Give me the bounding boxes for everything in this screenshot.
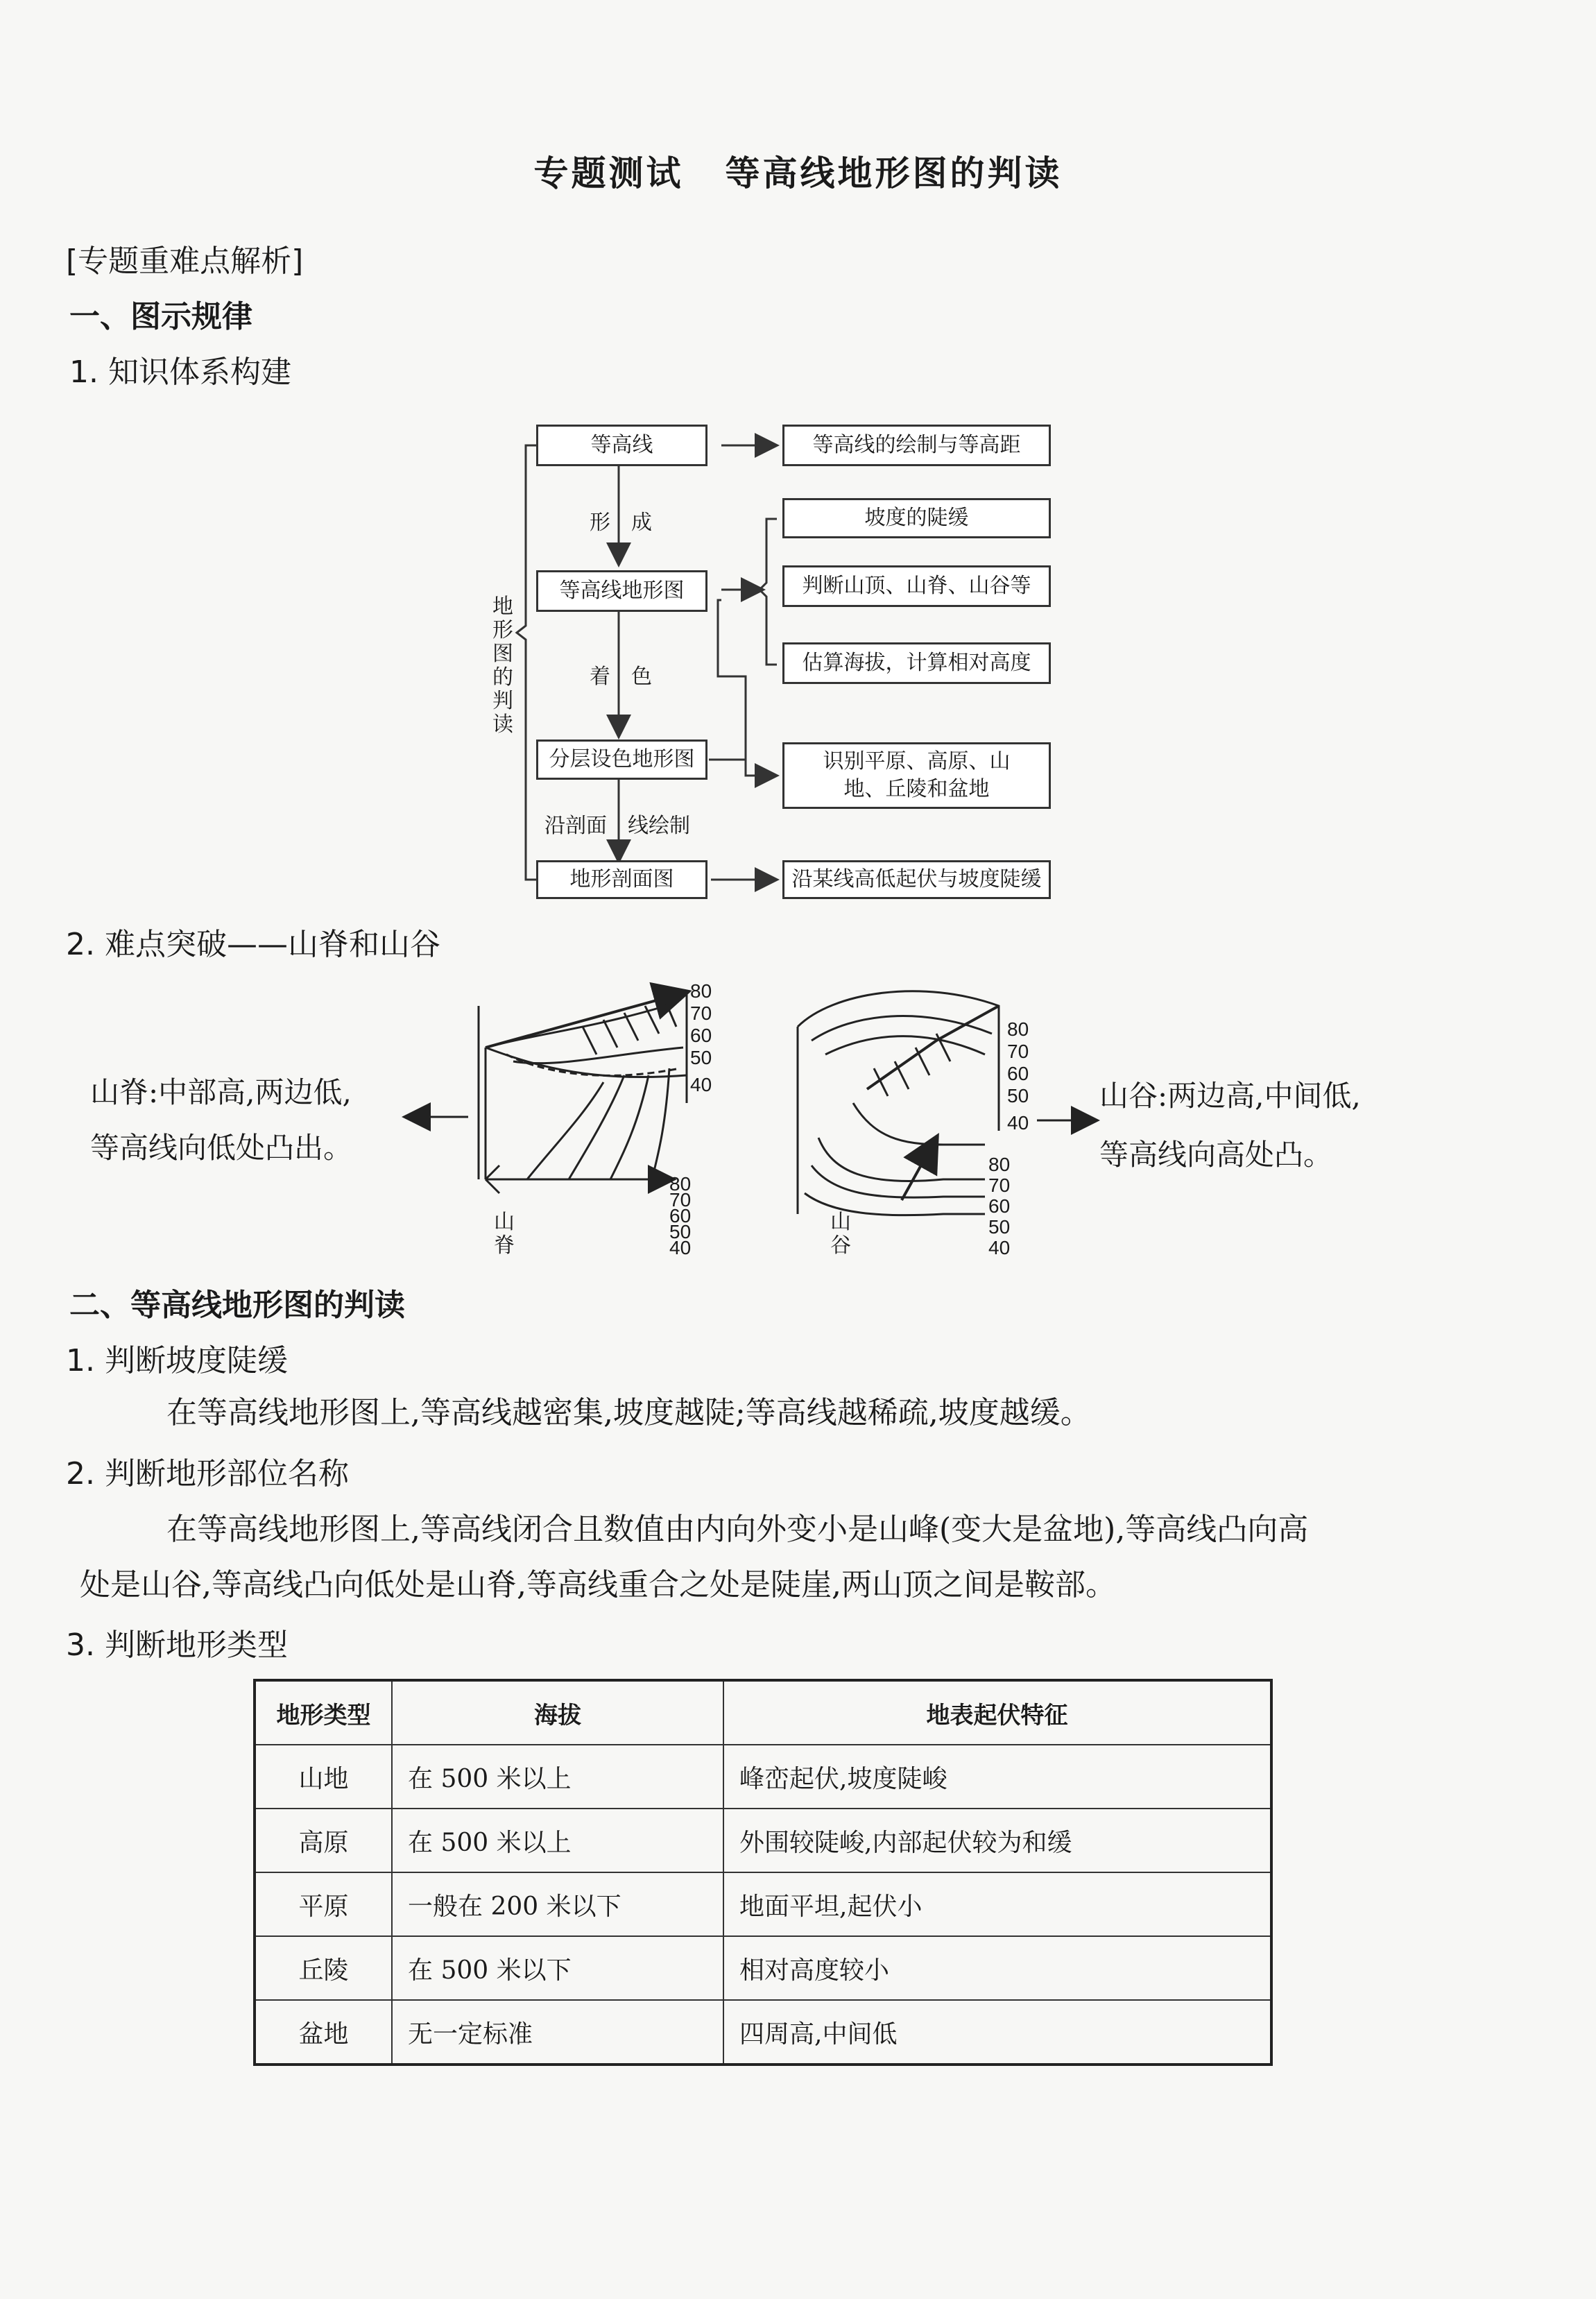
- part2-item1-text: 在等高线地形图上,等高线越密集,坡度越陡;等高线越稀疏,坡度越缓。: [166, 1395, 1091, 1430]
- part1-item2: 2. 难点突破——山脊和山谷: [66, 927, 440, 962]
- valley-caption-line1: 山谷:两边高,中间低,: [1099, 1079, 1361, 1113]
- node-profile-note: 沿某线高低起伏与坡度陡缓: [782, 860, 1051, 899]
- part1-heading: 一、图示规律: [69, 299, 252, 334]
- side-char: 地: [492, 595, 513, 619]
- valley-label-char: 谷: [830, 1233, 851, 1258]
- cell-elevation: 在 500 米以上: [392, 1745, 723, 1809]
- elev-label: 60: [690, 1025, 712, 1046]
- ridge-caption-line2: 等高线向低处凸出。: [90, 1131, 353, 1165]
- table-row: [255, 1936, 1271, 2000]
- header-type: 地形类型: [255, 1680, 392, 1745]
- node-estimate: 估算海拔，计算相对高度: [782, 642, 1051, 684]
- header-elevation: 海拔: [392, 1680, 723, 1745]
- ridge-label: [492, 1211, 516, 1258]
- cell-elevation: 一般在 200 米以下: [392, 1872, 723, 1936]
- ridge-label-char: 脊: [494, 1233, 515, 1258]
- side-char: 读: [492, 712, 513, 737]
- node-profile-map: 地形剖面图: [536, 860, 707, 899]
- terrain-type-table: [253, 1679, 1273, 2066]
- elev-label: 50: [988, 1216, 1011, 1238]
- valley-label-char: 山: [830, 1210, 851, 1234]
- cell-feature: 地面平坦,起伏小: [723, 1872, 1271, 1936]
- elev-label: 70: [690, 1002, 712, 1024]
- elev-label: 60: [669, 1205, 692, 1227]
- side-char: 形: [492, 618, 513, 642]
- ridge-caption-line1: 山脊:中部高,两边低,: [90, 1075, 352, 1109]
- part1-item1: 1. 知识体系构建: [69, 354, 291, 390]
- title-part1: 专题测试: [533, 153, 684, 194]
- elev-label: 80: [690, 980, 712, 1002]
- table-row: [255, 2000, 1271, 2065]
- elev-label: 60: [988, 1195, 1011, 1217]
- node-slope: 坡度的陡缓: [782, 498, 1051, 538]
- cell-type: 盆地: [255, 2000, 392, 2065]
- elev-label: 80: [669, 1173, 692, 1195]
- elev-label: 50: [690, 1047, 712, 1068]
- table-row: [255, 1872, 1271, 1936]
- elev-label: 80: [1007, 1018, 1029, 1040]
- part2-item3: 3. 判断地形类型: [66, 1627, 288, 1663]
- cell-feature: 峰峦起伏,坡度陡峻: [723, 1745, 1271, 1809]
- node-contour: 等高线: [536, 425, 707, 466]
- cell-elevation: 在 500 米以上: [392, 1809, 723, 1872]
- elev-label: 50: [1007, 1085, 1029, 1106]
- cell-feature: 四周高,中间低: [723, 2000, 1271, 2065]
- elev-label: 40: [690, 1074, 712, 1095]
- cell-type: 丘陵: [255, 1936, 392, 2000]
- side-char: 的: [492, 665, 513, 690]
- valley-label: [829, 1211, 852, 1258]
- label-form: 形 成: [590, 511, 652, 535]
- part2-item2-text-line1: 在等高线地形图上,等高线闭合且数值由内向外变小是山峰(变大是盆地),等高线凸向高: [166, 1512, 1309, 1547]
- cell-type: 山地: [255, 1745, 392, 1809]
- label-section-left: 沿剖面: [544, 814, 607, 838]
- node-contour-note: 等高线的绘制与等高距: [782, 425, 1051, 466]
- elev-label: 70: [988, 1174, 1011, 1196]
- side-char: 图: [492, 642, 513, 666]
- node-landforms: 识别平原、高原、山地、丘陵和盆地: [782, 742, 1051, 809]
- label-section-right: 线绘制: [628, 814, 690, 838]
- elev-label: 70: [1007, 1041, 1029, 1062]
- elev-label: 50: [669, 1221, 692, 1242]
- cell-elevation: 无一定标准: [392, 2000, 723, 2065]
- title-part2: 等高线地形图的判读: [725, 153, 1063, 194]
- elev-label: 40: [1007, 1112, 1029, 1134]
- cell-feature: 外围较陡峻,内部起伏较为和缓: [723, 1809, 1271, 1872]
- elev-label: 40: [669, 1237, 692, 1258]
- elev-label: 60: [1007, 1063, 1029, 1084]
- ridge-label-char: 山: [494, 1210, 515, 1234]
- node-layered-map: 分层设色地形图: [536, 740, 707, 780]
- valley-caption-line2: 等高线向高处凸。: [1099, 1138, 1333, 1172]
- table-header-row: [255, 1680, 1271, 1745]
- part2-item1: 1. 判断坡度陡缓: [66, 1343, 288, 1378]
- section-label: [专题重难点解析]: [66, 243, 304, 279]
- table-row: [255, 1809, 1271, 1872]
- elev-label: 80: [988, 1154, 1011, 1175]
- elev-label: 40: [988, 1237, 1011, 1258]
- header-feature: 地表起伏特征: [723, 1680, 1271, 1745]
- side-char: 判: [492, 689, 513, 713]
- cell-type: 高原: [255, 1809, 392, 1872]
- label-color: 着 色: [590, 665, 652, 689]
- elev-label: 70: [669, 1189, 692, 1211]
- part2-item2-text-line2: 处是山谷,等高线凸向低处是山脊,等高线重合之处是陡崖,两山顶之间是鞍部。: [80, 1567, 1116, 1603]
- node-identify: 判断山顶、山脊、山谷等: [782, 565, 1051, 607]
- part2-heading: 二、等高线地形图的判读: [69, 1288, 405, 1323]
- node-topo-map: 等高线地形图: [536, 570, 707, 612]
- cell-elevation: 在 500 米以下: [392, 1936, 723, 2000]
- cell-type: 平原: [255, 1872, 392, 1936]
- part2-item2: 2. 判断地形部位名称: [66, 1456, 349, 1492]
- table-row: [255, 1745, 1271, 1809]
- cell-feature: 相对高度较小: [723, 1936, 1271, 2000]
- side-label-map-reading: [491, 595, 515, 737]
